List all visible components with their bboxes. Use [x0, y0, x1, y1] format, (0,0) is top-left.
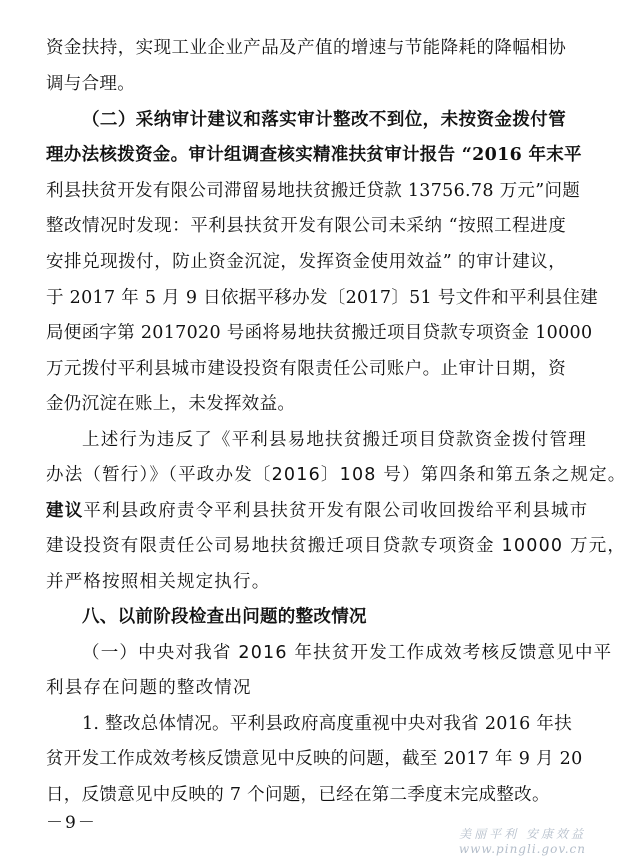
body-line: 金仍沉淀在账上，未发挥效益。: [46, 394, 296, 414]
body-line: 资金扶持，实现工业企业产品及产值的增速与节能降耗的降幅相协: [46, 38, 566, 58]
page-number: －9－: [46, 813, 97, 833]
section-heading-2: （二）采纳审计建议和落实审计整改不到位，未按资金拨付管: [82, 110, 566, 130]
body-line: 于 2017 年 5 月 9 日依据平移办发〔2017〕51 号文件和平利县住建: [46, 288, 599, 308]
watermark-slogan: 美丽平利 安康效益: [459, 827, 586, 841]
recommendation-line: [46, 497, 589, 525]
recommendation-text: 平利县政府责令平利县扶贫开发有限公司收回拨给平利县城市: [83, 501, 589, 521]
body-line: 调与合理。: [46, 74, 135, 94]
body-line: [46, 141, 582, 169]
subsection-heading: （一）中央对我省 2016 年扶贫开发工作成效考核反馈意见中平: [82, 643, 613, 663]
section-heading-2-cont: 理办法核拨资金。审计组调查核实精准扶贫审计报告 “2016 年末平: [46, 145, 582, 165]
body-line: 办法（暂行）》（平政办发〔2016〕108 号）第四条和第五条之规定。: [46, 465, 627, 485]
site-watermark: [396, 825, 586, 856]
body-line: 整改情况时发现：平利县扶贫开发有限公司未采纳 “按照工程进度: [46, 216, 566, 236]
watermark-url: www.pingli.gov.cn: [458, 842, 586, 856]
body-line: 利县扶贫开发有限公司滞留易地扶贫搬迁贷款 13756.78 万元”问题: [46, 181, 581, 201]
body-line: 日，反馈意见中反映的 7 个问题，已经在第二季度末完成整改。: [46, 785, 550, 805]
body-line: 上述行为违反了《平利县易地扶贫搬迁项目贷款资金拨付管理: [82, 430, 587, 450]
body-line: 1. 整改总体情况。平利县政府高度重视中央对我省 2016 年扶: [82, 714, 573, 734]
body-line: 贫开发工作成效考核反馈意见中反映的问题，截至 2017 年 9 月 20: [46, 749, 583, 769]
body-line: 局便函字第 2017020 号函将易地扶贫搬迁项目贷款专项资金 10000: [46, 323, 593, 343]
body-line: 建设投资有限责任公司易地扶贫搬迁项目贷款专项资金 10000 万元，: [46, 536, 627, 556]
body-line: 并严格按照相关规定执行。: [46, 572, 271, 592]
body-line: 安排兑现拨付，防止资金沉淀，发挥资金使用效益” 的审计建议，: [46, 252, 566, 272]
body-line: 万元拨付平利县城市建设投资有限责任公司账户。止审计日期，资: [46, 359, 566, 379]
subsection-heading-cont: 利县存在问题的整改情况: [46, 678, 252, 698]
section-heading-8: 八、以前阶段检查出问题的整改情况: [82, 607, 367, 627]
recommendation-label: 建议: [46, 501, 84, 521]
